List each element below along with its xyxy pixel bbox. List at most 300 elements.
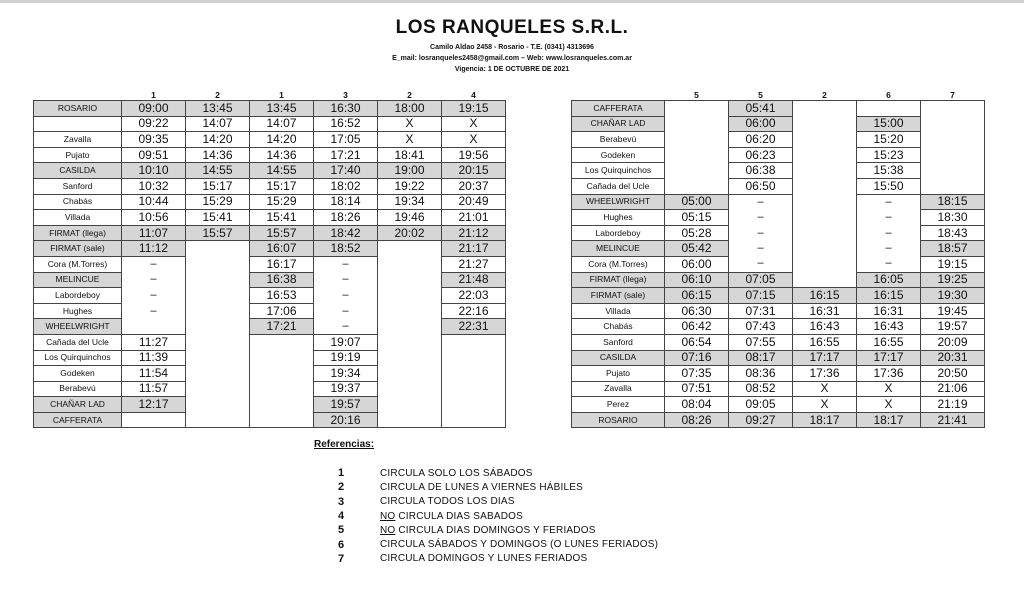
table-row (572, 366, 985, 382)
station-name: WHEELWRIGHT (572, 194, 665, 210)
table-row (572, 319, 985, 335)
time-cell: 06:00 (729, 116, 793, 132)
empty-cell (186, 381, 250, 397)
reference-description: CIRCULA TODOS LOS DIAS (380, 496, 515, 508)
no-stop-cell: – (857, 256, 921, 272)
time-cell: 14:55 (186, 163, 250, 179)
time-cell: 16:38 (250, 272, 314, 288)
time-cell: 09:35 (122, 132, 186, 148)
table-row (34, 194, 506, 210)
time-cell: 07:31 (729, 303, 793, 319)
time-cell: 09:22 (122, 116, 186, 132)
table-row (34, 178, 506, 194)
time-cell: 21:06 (921, 381, 985, 397)
empty-cell (921, 178, 985, 194)
time-cell: 19:34 (314, 366, 378, 382)
header-corner (34, 89, 122, 101)
empty-cell (122, 319, 186, 335)
empty-cell (442, 366, 506, 382)
table-row (572, 116, 985, 132)
table-row (572, 350, 985, 366)
time-cell: 20:37 (442, 178, 506, 194)
empty-cell (378, 288, 442, 304)
time-cell: X (857, 381, 921, 397)
empty-cell (857, 101, 921, 117)
time-cell: 19:30 (921, 288, 985, 304)
no-stop-cell: – (857, 210, 921, 226)
time-cell: 06:50 (729, 178, 793, 194)
company-contact: E_mail: losranqueles2458@gmail.com – Web: www.losranqueles.com.ar (392, 55, 632, 62)
no-stop-cell: – (314, 319, 378, 335)
station-name: Sanford (34, 178, 122, 194)
empty-cell (378, 241, 442, 257)
table-row (34, 272, 506, 288)
column-service-code: 2 (215, 90, 220, 100)
table-row (34, 132, 506, 148)
table-row (572, 288, 985, 304)
time-cell: 19:57 (314, 397, 378, 413)
time-cell: 11:57 (122, 381, 186, 397)
empty-cell (378, 366, 442, 382)
column-service-code: 1 (279, 90, 284, 100)
table-row (34, 303, 506, 319)
time-cell: 12:17 (122, 397, 186, 413)
time-cell: 17:05 (314, 132, 378, 148)
table-row (572, 303, 985, 319)
time-cell: 05:15 (665, 210, 729, 226)
time-cell: 19:15 (442, 101, 506, 117)
column-service-code: 5 (694, 90, 699, 100)
reference-text (380, 525, 596, 536)
time-cell: 19:25 (921, 272, 985, 288)
empty-cell (921, 163, 985, 179)
time-cell: 21:12 (442, 225, 506, 241)
company-title: LOS RANQUELES S.R.L. (395, 17, 629, 38)
time-cell: 07:51 (665, 381, 729, 397)
references-title: Referencias: (314, 439, 375, 450)
table-row (34, 350, 506, 366)
reference-text (380, 496, 515, 507)
empty-cell (378, 397, 442, 413)
empty-cell (665, 147, 729, 163)
time-cell: 15:57 (186, 225, 250, 241)
empty-cell (378, 350, 442, 366)
empty-cell (186, 272, 250, 288)
reference-text (380, 553, 587, 564)
empty-cell (665, 163, 729, 179)
reference-description: CIRCULA DIAS DOMINGOS Y FERIADOS (395, 524, 596, 536)
time-cell: 16:31 (793, 303, 857, 319)
time-cell: X (442, 132, 506, 148)
empty-cell (793, 225, 857, 241)
station-name: Cañada del Ucle (572, 178, 665, 194)
empty-cell (186, 241, 250, 257)
table-row (34, 412, 506, 428)
station-name: Labordeboy (572, 225, 665, 241)
time-cell: 21:48 (442, 272, 506, 288)
no-stop-cell: – (857, 225, 921, 241)
time-cell: 14:20 (186, 132, 250, 148)
empty-cell (250, 381, 314, 397)
reference-description: CIRCULA SOLO LOS SÁBADOS (380, 467, 533, 479)
station-name: Godeken (572, 147, 665, 163)
empty-cell (378, 412, 442, 428)
time-cell: 19:45 (921, 303, 985, 319)
empty-cell (250, 350, 314, 366)
time-cell: 20:09 (921, 334, 985, 350)
station-name: ROSARIO (572, 412, 665, 428)
empty-cell (793, 116, 857, 132)
time-cell: 17:36 (793, 366, 857, 382)
table-row (572, 178, 985, 194)
table-row (34, 397, 506, 413)
no-stop-cell: – (729, 241, 793, 257)
table-row (572, 272, 985, 288)
column-service-code: 4 (471, 90, 476, 100)
time-cell: 08:52 (729, 381, 793, 397)
station-name: Cora (M.Torres) (572, 256, 665, 272)
table-row (34, 319, 506, 335)
time-cell: 20:15 (442, 163, 506, 179)
table-row (572, 132, 985, 148)
empty-cell (186, 350, 250, 366)
table-row (572, 163, 985, 179)
empty-cell (665, 101, 729, 117)
validity-date: Vigencia: 1 DE OCTUBRE DE 2021 (454, 66, 570, 73)
table-row (34, 210, 506, 226)
reference-item (338, 523, 658, 537)
table-row (34, 241, 506, 257)
station-name: Pujato (572, 366, 665, 382)
time-cell: 22:31 (442, 319, 506, 335)
station-name: Los Quirquinchos (34, 350, 122, 366)
reference-text (380, 482, 583, 493)
empty-cell (793, 101, 857, 117)
time-cell: 22:16 (442, 303, 506, 319)
empty-cell (793, 132, 857, 148)
time-cell: 21:27 (442, 256, 506, 272)
station-name: FIRMAT (llega) (572, 272, 665, 288)
no-stop-cell: – (729, 225, 793, 241)
reference-description: CIRCULA SÁBADOS Y DOMINGOS (O LUNES FERIADOS) (380, 539, 659, 551)
column-service-code: 5 (758, 90, 763, 100)
empty-cell (250, 334, 314, 350)
time-cell: 15:23 (857, 147, 921, 163)
station-name: CASILDA (34, 163, 122, 179)
time-cell: 18:52 (314, 241, 378, 257)
time-cell: 18:17 (857, 412, 921, 428)
empty-cell (921, 101, 985, 117)
table-row (572, 210, 985, 226)
time-cell: 17:17 (793, 350, 857, 366)
empty-cell (921, 132, 985, 148)
empty-cell (186, 366, 250, 382)
column-service-code: 2 (822, 90, 827, 100)
no-stop-cell: – (314, 256, 378, 272)
empty-cell (921, 116, 985, 132)
time-cell: 11:07 (122, 225, 186, 241)
table-row (34, 101, 506, 117)
station-name: MELINCUE (572, 241, 665, 257)
time-cell: 16:15 (793, 288, 857, 304)
time-cell: 07:55 (729, 334, 793, 350)
station-name: Zavalla (34, 132, 122, 148)
empty-cell (793, 147, 857, 163)
no-stop-cell: – (314, 272, 378, 288)
reference-number: 1 (338, 467, 345, 480)
empty-cell (793, 256, 857, 272)
time-cell: 08:36 (729, 366, 793, 382)
station-name: WHEELWRIGHT (34, 319, 122, 335)
time-cell: 10:10 (122, 163, 186, 179)
no-stop-cell: – (729, 256, 793, 272)
time-cell: 06:54 (665, 334, 729, 350)
station-name: Labordeboy (34, 288, 122, 304)
time-cell: 07:43 (729, 319, 793, 335)
table-row (34, 334, 506, 350)
time-cell: 06:20 (729, 132, 793, 148)
time-cell: 10:32 (122, 178, 186, 194)
table-row (572, 147, 985, 163)
station-name: Hughes (34, 303, 122, 319)
time-cell: 18:15 (921, 194, 985, 210)
time-cell: 16:07 (250, 241, 314, 257)
time-cell: 15:17 (250, 178, 314, 194)
reference-description: CIRCULA DE LUNES A VIERNES HÁBILES (380, 481, 583, 493)
time-cell: 15:57 (250, 225, 314, 241)
empty-cell (378, 334, 442, 350)
station-name: Zavalla (572, 381, 665, 397)
time-cell: 17:40 (314, 163, 378, 179)
time-cell: 07:16 (665, 350, 729, 366)
time-cell: 15:38 (857, 163, 921, 179)
table-row (34, 116, 506, 132)
time-cell: 11:12 (122, 241, 186, 257)
no-stop-cell: – (729, 194, 793, 210)
empty-cell (186, 412, 250, 428)
time-cell: 15:29 (186, 194, 250, 210)
no-stop-cell: – (314, 288, 378, 304)
empty-cell (793, 163, 857, 179)
time-cell: 08:26 (665, 412, 729, 428)
time-cell: X (378, 116, 442, 132)
time-cell: 11:54 (122, 366, 186, 382)
column-service-code: 7 (950, 90, 955, 100)
time-cell: 06:23 (729, 147, 793, 163)
station-name: Chabás (572, 319, 665, 335)
time-cell: 06:15 (665, 288, 729, 304)
empty-cell (378, 272, 442, 288)
time-cell: 05:00 (665, 194, 729, 210)
time-cell: 09:51 (122, 147, 186, 163)
reference-item (338, 552, 658, 566)
time-cell: 19:19 (314, 350, 378, 366)
empty-cell (186, 397, 250, 413)
station-name: FIRMAT (sale) (34, 241, 122, 257)
time-cell: 20:31 (921, 350, 985, 366)
time-cell: 18:26 (314, 210, 378, 226)
station-name: CAFFERATA (34, 412, 122, 428)
empty-cell (250, 366, 314, 382)
reference-item (338, 495, 658, 509)
no-stop-cell: – (314, 303, 378, 319)
time-cell: 18:42 (314, 225, 378, 241)
empty-cell (665, 178, 729, 194)
no-stop-cell: – (122, 288, 186, 304)
time-cell: 06:38 (729, 163, 793, 179)
empty-cell (793, 194, 857, 210)
time-cell: 18:41 (378, 147, 442, 163)
top-border (0, 0, 1024, 3)
table-row (572, 194, 985, 210)
table-row (34, 288, 506, 304)
time-cell: 20:16 (314, 412, 378, 428)
time-cell: 17:21 (250, 319, 314, 335)
no-stop-cell: – (122, 256, 186, 272)
time-cell: 19:34 (378, 194, 442, 210)
time-cell: 14:07 (186, 116, 250, 132)
time-cell: 19:15 (921, 256, 985, 272)
table-row (34, 381, 506, 397)
reference-number: 4 (338, 510, 345, 523)
table-row (572, 101, 985, 117)
time-cell: 18:14 (314, 194, 378, 210)
table-row (572, 225, 985, 241)
time-cell: 19:07 (314, 334, 378, 350)
station-name: ROSARIO (34, 101, 122, 117)
station-name: Cañada del Ucle (34, 334, 122, 350)
table-row (572, 412, 985, 428)
empty-cell (250, 412, 314, 428)
time-cell: 08:04 (665, 397, 729, 413)
time-cell: X (793, 381, 857, 397)
station-name: CHAÑAR LAD (572, 116, 665, 132)
schedule-table-return (571, 89, 985, 428)
time-cell: X (857, 397, 921, 413)
time-cell: 19:37 (314, 381, 378, 397)
schedule-table-outbound (33, 89, 506, 428)
empty-cell (442, 334, 506, 350)
table-row (34, 163, 506, 179)
table-row (572, 256, 985, 272)
empty-cell (442, 350, 506, 366)
references-list (338, 466, 658, 566)
time-cell: 16:17 (250, 256, 314, 272)
time-cell: 15:20 (857, 132, 921, 148)
empty-cell (793, 241, 857, 257)
station-name: Godeken (34, 366, 122, 382)
table-row (572, 241, 985, 257)
reference-description: CIRCULA DOMINGOS Y LUNES FERIADOS (380, 553, 588, 565)
time-cell: 15:50 (857, 178, 921, 194)
table-row (572, 381, 985, 397)
time-cell: 21:01 (442, 210, 506, 226)
time-cell: 16:43 (793, 319, 857, 335)
no-stop-cell: – (857, 241, 921, 257)
empty-cell (378, 319, 442, 335)
time-cell: 19:56 (442, 147, 506, 163)
time-cell: 06:42 (665, 319, 729, 335)
time-cell: 14:07 (250, 116, 314, 132)
company-address: Camilo Aldao 2458 - Rosario - T.E. (0341) 4313696 (430, 44, 594, 51)
time-cell: 11:39 (122, 350, 186, 366)
column-service-code: 3 (343, 90, 348, 100)
time-cell: X (442, 116, 506, 132)
station-name: FIRMAT (llega) (34, 225, 122, 241)
station-name: Sanford (572, 334, 665, 350)
station-name (34, 116, 122, 132)
station-name: Berabevú (572, 132, 665, 148)
reference-text (380, 511, 523, 522)
no-stop-cell: – (122, 303, 186, 319)
time-cell: 07:15 (729, 288, 793, 304)
empty-cell (250, 397, 314, 413)
empty-cell (122, 412, 186, 428)
empty-cell (665, 116, 729, 132)
reference-negation: NO (380, 524, 396, 536)
station-name: MELINCUE (34, 272, 122, 288)
time-cell: 14:55 (250, 163, 314, 179)
time-cell: 17:17 (857, 350, 921, 366)
column-service-code: 1 (151, 90, 156, 100)
empty-cell (793, 210, 857, 226)
time-cell: 19:22 (378, 178, 442, 194)
empty-cell (186, 334, 250, 350)
station-name: Berabevú (34, 381, 122, 397)
time-cell: 14:20 (250, 132, 314, 148)
reference-description: CIRCULA DIAS SABADOS (395, 510, 523, 522)
station-name: Villada (572, 303, 665, 319)
time-cell: 07:05 (729, 272, 793, 288)
no-stop-cell: – (729, 210, 793, 226)
table-row (572, 397, 985, 413)
station-name: CHAÑAR LAD (34, 397, 122, 413)
time-cell: 19:57 (921, 319, 985, 335)
empty-cell (665, 132, 729, 148)
time-cell: 18:00 (378, 101, 442, 117)
time-cell: 09:05 (729, 397, 793, 413)
time-cell: 16:53 (250, 288, 314, 304)
time-cell: 22:03 (442, 288, 506, 304)
time-cell: 19:46 (378, 210, 442, 226)
time-cell: 16:52 (314, 116, 378, 132)
time-cell: 13:45 (186, 101, 250, 117)
time-cell: X (378, 132, 442, 148)
time-cell: 20:50 (921, 366, 985, 382)
reference-number: 7 (338, 552, 345, 565)
station-name: CAFFERATA (572, 101, 665, 117)
station-name: Hughes (572, 210, 665, 226)
empty-cell (793, 272, 857, 288)
column-service-code: 6 (886, 90, 891, 100)
empty-cell (186, 256, 250, 272)
table-row (572, 334, 985, 350)
time-cell: 15:00 (857, 116, 921, 132)
station-name: Villada (34, 210, 122, 226)
empty-cell (186, 319, 250, 335)
time-cell: 06:00 (665, 256, 729, 272)
table-row (34, 256, 506, 272)
time-cell: 15:41 (186, 210, 250, 226)
time-cell: 18:57 (921, 241, 985, 257)
time-cell: 15:29 (250, 194, 314, 210)
table-row (34, 147, 506, 163)
time-cell: 16:15 (857, 288, 921, 304)
reference-item (338, 537, 658, 551)
reference-number: 5 (338, 524, 345, 537)
reference-text (380, 468, 533, 479)
time-cell: 15:17 (186, 178, 250, 194)
